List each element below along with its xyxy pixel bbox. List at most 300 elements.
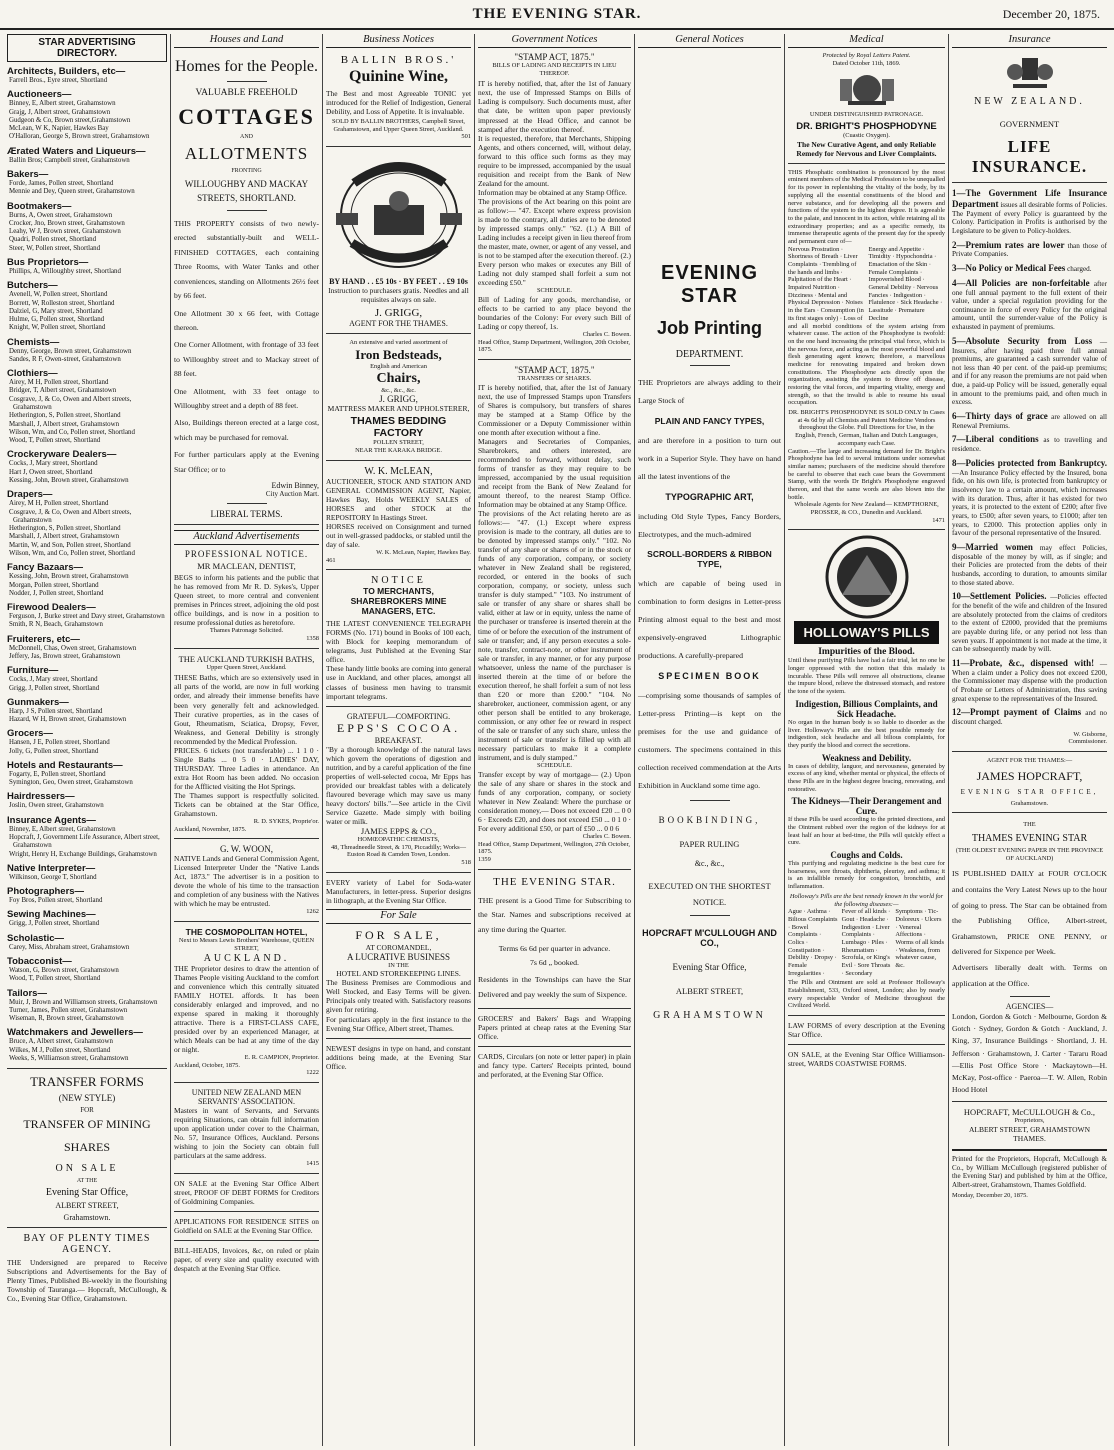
houses-h6: WILLOUGHBY AND MACKAY STREETS, SHORTLAND.	[184, 179, 309, 203]
forsale-apply: For particulars apply in the first instance to the Evening Star Office, Albert street, Thames.	[326, 1014, 471, 1033]
stamp-dept-date: Head Office, Stamp Department, Wellington, 20th October, 1875.	[478, 338, 630, 354]
rule	[690, 365, 730, 366]
directory-entry: Wright, Henry H, Exchange Buildings, Grahamstown	[9, 850, 157, 858]
directory-category: Auctioneers—	[7, 89, 72, 101]
transfer-office: Evening Star Office,	[45, 1187, 129, 1199]
directory-entry: Grigg, J, Pollen street, Shortland	[9, 920, 100, 928]
phosphodyne-title: DR. BRIGHT'S PHOSPHODYNE	[796, 121, 937, 133]
cards-circulars-notice: CARDS, Circulars (on note or letter paper) in plain and fancy type. Carters' Receipts printed, bound and perforated, at the Evening Star Office.	[478, 1051, 631, 1079]
directory-entry: Borrett, W, Rolleston street, Shortland	[9, 299, 115, 307]
divider	[326, 569, 471, 570]
insurance-item-heading: 3—No Policy or Medical Fees	[952, 262, 1066, 273]
insurance-item-text: are allowed on all Renewal Premiums.	[952, 413, 1107, 430]
directory-category: Gunmakers—	[7, 696, 69, 708]
directory-category: Bakers—	[7, 168, 49, 180]
divider	[326, 706, 471, 707]
directory-category: Tailors—	[7, 987, 47, 999]
phosphodyne-tagline: The New Curative Agent, and only Reliable Remedy for Nervous and Liver Complaints.	[796, 139, 937, 158]
directory-entry: Avenell, W, Pollen street, Shortland	[9, 291, 108, 299]
ad-number: 1262	[306, 908, 319, 916]
directory-category: Firewood Dealers—	[7, 602, 96, 614]
divider	[952, 751, 1107, 752]
law-forms-notice: LAW FORMS of every description at the Evening Star Office.	[788, 1021, 945, 1040]
stamp-p1: IT is hereby notified, that, after the 1st of January next, the use of Impressed Stamps on Bills of Lading is compulsory. Such documents must, after that date, be written upon paper previously impressed at the Head Office, and cannot be stamped after the execution thereof.	[478, 79, 631, 134]
bedsteads-intro: An extensive and varied assortment of	[349, 339, 448, 347]
job-p2: and are therefore in a position to turn out work in a Superior Style. They have on hand all the latest inventions of the	[638, 435, 781, 481]
ad-number: 1471	[932, 516, 945, 524]
insurance-item-heading: 7—Liberal conditions	[952, 434, 1039, 445]
chairs-etc: &c., &c., &c.	[381, 386, 416, 394]
rule	[1010, 996, 1050, 997]
directory-category: Fancy Bazaars—	[7, 562, 84, 574]
business-heading: Business Notices	[326, 34, 471, 48]
chairs-title: Chairs,	[376, 370, 421, 386]
divider	[952, 812, 1107, 813]
directory-entry: Ballin Bros; Campbell street, Grahamstown	[9, 156, 130, 164]
insurance-item	[952, 336, 1107, 407]
sewing-machine-emblem-icon	[334, 153, 464, 271]
directory-category: Butchers—	[7, 280, 58, 292]
nz-title: NEW ZEALAND.	[974, 96, 1085, 107]
divider	[478, 1046, 631, 1047]
bills-of-lading-title: BILLS OF LADING AND RECEIPTS IN LIEU THEREOF.	[492, 62, 617, 77]
directory-entry: Bridger, T, Albert street, Grahamstown	[9, 387, 117, 395]
job-printing-brand: EVENING STAR	[660, 262, 759, 307]
grocers-bags-notice: GROCERS' and Bakers' Bags and Wrapping Papers printed at cheap rates at the Evening Star Office.	[478, 1013, 631, 1041]
insurance-item-heading: 12—Prompt payment of Claims	[952, 707, 1082, 718]
bedsteads-sub: English and American	[370, 362, 427, 370]
imprint: Printed for the Proprietors, Hopcraft, McCullough & Co., by William McCullough (registered publisher of the Evening Star) and published by him at the Office, Albert-street, Grahamstown, Thames Goldfield.	[952, 1149, 1107, 1190]
job-p1: THE Proprietors are always adding to their Large Stock of	[638, 378, 781, 405]
divider	[326, 333, 471, 334]
pills-p5: This purifying and regulating medicine is the best cure for hoarseness, sore throats, diphtheria, pleurisy, and asthma; it is an infallible remedy for congestion, bronchitis, and inflammation.	[788, 860, 945, 891]
grigg-trade: MATTRESS MAKER AND UPHOLSTERER,	[327, 404, 470, 414]
schedule-title: SCHEDULE.	[537, 287, 572, 295]
insurance-item-heading: 9—Married women	[952, 541, 1033, 552]
cocoa-tagline: GRATEFUL—COMFORTING.	[346, 711, 451, 721]
schedule-body-2: Transfer except by way of mortgage— (2.) Upon the sale of any share or shares in the stock and funds of any corporation, company, or society whatever in New Zealand: Where the purchase or consideration money,— Does not exceed £20 ... 0 0 6 · Exceeds £20, and does not exceed £50 ... 0 1 0 · For every additional £50, or part of £50 ... 0 0 6	[478, 769, 631, 833]
directory-entry: Mennie and Dey, Queen street, Grahamstown	[9, 188, 135, 196]
servants-title: UNITED NEW ZEALAND MEN SERVANTS' ASSOCIATION.	[191, 1087, 302, 1106]
subscription-terms: Terms 6s 6d per quarter in advance.	[498, 944, 611, 954]
auckland-heading: Auckland Advertisements	[174, 530, 319, 545]
job-printing-title: Job Printing	[657, 318, 762, 338]
directory-entry: Hulme, G, Pollen street, Shortland	[9, 316, 105, 324]
directory-entry: Binney, E, Albert street, Grahamstown	[9, 100, 116, 108]
job-typographic-art: TYPOGRAPHIC ART,	[665, 491, 754, 502]
pills-p4: If these Pills be used according to the printed directions, and the Ointment rubbed over the region of the kidneys for at least half an hour at bed-time, the Pills will quickly effect a cure.	[788, 816, 945, 847]
directory-entry: Wilson, Wm, and Co, Pollen street, Shortland	[9, 549, 135, 557]
forsale-body: The Business Premises are Commodious and Well Stocked, and Easy Terms will be given. Principals only treated with. Satisfactory reasons given for retiring.	[326, 978, 471, 1015]
column-insurance	[948, 34, 1110, 1446]
directory-entry: Crocker, Jno, Brown street, Grahamstown	[9, 219, 125, 227]
directory-heading: STAR ADVERTISING DIRECTORY.	[7, 34, 167, 62]
insurance-item-heading: 5—Absolute Security from Loss	[952, 335, 1093, 346]
telegraph-forms: THE LATEST CONVENIENCE TELEGRAPH FORMS (No. 171) bound in Books of 100 each, with Block for keeping memorandum of telegrams, Just Published at the Evening Star office.	[326, 619, 471, 665]
insurance-item-text: —Insurers, after having paid three full annual premiums, are guaranteed a cash surrender value of not less than 40 per cent. of the paid-up premiums; and if for any reason the premiums are not paid when due, a paid-up Policy will be issued, generally equal in amount to the premiums paid, and often much in excess.	[952, 337, 1107, 407]
directory-entry: Wood, T, Pollen street, Shortland	[9, 975, 101, 983]
baths-support: The Thames support is respectfully solicited. Tickets can be obtained at the Star Office, Grahamstown.	[174, 790, 319, 818]
insurance-item	[952, 278, 1107, 332]
directory-entry: Morgan, Pollen street, Shortland	[9, 581, 99, 589]
directory-category: Crockeryware Dealers—	[7, 449, 117, 461]
ad-number: 461	[326, 556, 336, 564]
bookbinding: BOOKBINDING,	[658, 814, 761, 825]
directory-entry: McDonnell, Chas, Owen street, Grahamstown	[9, 644, 137, 652]
directory-entry: Quadri, Pollen street, Shortland	[9, 236, 97, 244]
cocoa-body: "By a thorough knowledge of the natural laws which govern the operations of digestion and nutrition, and by a careful application of the fine properties of well-selected cocoa, Mr Epps has provided our breakfast tables with a delicately flavoured beverage which may save us many heavy doctors' bills."—See article in the Civil Service Gazette. Made simply with boiling water or milk.	[326, 744, 471, 826]
stamp-p2: It is requested, therefore, that Merchants, Shipping Agents, and others concerned, will, without delay, forward to this office such forms as they may require to be impressed, accompanied by the usual requisition and receipt from the Bank of New Zealand for the amount.	[478, 133, 631, 188]
directory-category: Grocers—	[7, 728, 53, 740]
insurance-item-heading: 2—Premium rates are lower	[952, 239, 1065, 250]
quinine-title: Quinine Wine,	[349, 68, 448, 85]
insurance-item-heading: 8—Policies protected from Bankruptcy.	[952, 457, 1107, 468]
houses-agent: Edwin Binney,	[271, 481, 319, 491]
pills-h5: Coughs and Colds.	[830, 850, 903, 861]
divider	[788, 1044, 945, 1045]
ad-number: 1222	[306, 1069, 319, 1077]
notice-title: NOTICE	[371, 575, 426, 587]
directory-entry: Cocks, J, Mary street, Shortland	[9, 460, 98, 468]
patent-date: Dated October 11th, 1869.	[832, 59, 901, 67]
ad-number: 1415	[306, 1160, 319, 1168]
divider	[326, 460, 471, 461]
agencies-list: London, Gordon & Gotch · Melbourne, Gordon & Gotch · Sydney, Gordon & Gotch · Auckland, J. King, 37, Insurance Buildings · Shortland, J. H. Jefferson · Grahamstown, J. Carter · Tararu Road—Ellis Post Office Store · Mackaytown—H. McKay, Post-office · Paeroa—T. W. Allen, Robin Hood Hotel	[952, 1012, 1107, 1095]
directory-entry: Burns, A, Owen street, Grahamstown	[9, 211, 113, 219]
directory-entry: Martin, W, and Son, Pollen street, Shortland	[9, 541, 131, 549]
proof-of-debt-notice: ON SALE at the Evening Star Office Albert street, PROOF OF DEBT FORMS for Creditors of Goldmining Companies.	[174, 1178, 319, 1206]
directory-category: Photographers—	[7, 886, 85, 898]
phosphodyne-sub: (Cuastic Oxygen).	[843, 132, 890, 140]
transfer-shares: SHARES	[63, 1140, 110, 1155]
pills-remedy-intro: Holloway's Pills are the best remedy known in the world for the following diseases:—	[789, 892, 944, 908]
job-street: ALBERT STREET,	[675, 985, 744, 996]
publisher-thames: THAMES.	[1013, 1133, 1046, 1143]
insurance-item	[952, 188, 1107, 236]
divider	[788, 1015, 945, 1016]
ad-number: 1358	[306, 635, 319, 643]
insurance-item	[952, 434, 1107, 453]
houses-terms: LIBERAL TERMS.	[210, 509, 283, 520]
newest-designs-notice: NEWEST designs in type on hand, and constant additions being made, at the Evening Star Office.	[326, 1043, 471, 1071]
phosphodyne-p2: and all morbid conditions of the system arising from whatever cause. The action of the Phosphodyne is twofold: on the one hand increasing the principal vital force, which is the nervous force, and acting as the most powerful blood and flesh generating agent known; therefore, a marvellous medicine for renovating impaired and broken down constitutions. The Phosphodyne acts directly upon the organization, assisting the system to throw off disease, restoring the vital forces, and imparting vitality, energy and strength, so that the invalid is able to resume his usual occupation.	[788, 322, 945, 407]
directory-entry: Binney, E, Albert street, Grahamstown	[9, 825, 116, 833]
directory-entry: Wilkes, M J, Pollen street, Shortland	[9, 1046, 111, 1054]
paper-oldest: (THE OLDEST EVENING PAPER IN THE PROVINCE OF AUCKLAND)	[955, 847, 1104, 862]
houses-p6: For further particulars apply at the Evening Star Office; or to	[174, 450, 319, 474]
stamp-p4: The provisions of the Act bearing on this point are as follow:— "47. Except where express provision is made to the contrary, all duties are to be denoted by impressed stamps only." "62. (1.) A Bill of Lading includes a receipt given in lieu thereof from the master, mate, owner, or agent of any vessel, and is not to be stamped after the execution thereof. (2.) Every person who makes or executes any Bill of Lading not duly stamped shall forfeit a sum not exceeding £50."	[478, 196, 631, 288]
epps-trade: HOMŒOPATHIC CHEMISTS,	[357, 835, 440, 843]
directory-category: Fruiterers, etc—	[7, 633, 80, 645]
insurance-item-text: —Policies effected for the benefit of the wife and children of the Insured are absolutely protected from the claims of creditors to the extent of £2000, provided that the premiums are payable during life, or any period not less than seven years. If appointment is not made at the time, it can be subsequently made by will.	[952, 593, 1107, 654]
coat-of-arms-icon	[1005, 52, 1055, 92]
divider	[7, 1227, 167, 1228]
insurance-items	[952, 188, 1107, 727]
insurance-item-text: after one full annual payment to the full extent of their value, under a special regulation providing for the continuance in force of every Policy for the original amount, until the surrender-value of the Policy is exhausted in payment of premiums.	[952, 279, 1108, 332]
insurance-item-text: issues all desirable forms of Policies. The Payment of every Policy is guaranteed by the Colony. Participation in Profits is authorised by the Legislature to be given to Policy-holders.	[952, 200, 1107, 235]
job-p5: —comprising some thousands of samples of Letter-press Printing—is kept on the premises for the use and guidance of customers. The specimens contained in this collection received commendation at the Arts Exhibition in Auckland some time ago.	[638, 691, 781, 790]
directory-entry: Denny, George, Brown street, Grahamstown	[9, 347, 132, 355]
phosphodyne-caution: Caution.—The large and increasing demand for Dr. Bright's Phosphodyne has led to several imitations under somewhat similar names; purchasers of the medicine should therefore be careful to observe that each case bears the Government Stamp, with the words Dr Bright's Phosphodyne engraved thereon, and that the same words are also blown into the bottle.	[788, 447, 945, 501]
imprint-date: Monday, December 20, 1875.	[952, 1191, 1028, 1199]
divider	[174, 921, 319, 922]
pills-p1: Until these purifying Pills have had a fair trial, let no one be longer oppressed with the notion that this malady is incurable. These Pills will remove all obstructions, cleanse the impure blood, relieve the distressed stomach, and restore the tone of the system.	[788, 657, 945, 696]
grigg-agent: AGENT FOR THE THAMES.	[349, 319, 448, 329]
directory-entry: Phillips, A, Willoughby street, Shortland	[9, 267, 121, 275]
baths-title: THE AUCKLAND TURKISH BATHS,	[178, 653, 315, 664]
transfer-at: AT THE	[76, 1178, 98, 1185]
stamp-act-title-2: "STAMP ACT, 1875."	[514, 364, 595, 375]
directory-entry: Airey, M H, Pollen street, Shortland	[9, 500, 109, 508]
government-title: GOVERNMENT	[999, 119, 1060, 129]
directory-entry: Muir, J, Brown and Williamson streets, Grahamstown	[9, 998, 158, 1006]
divider	[478, 359, 631, 360]
divider	[788, 529, 945, 530]
houses-p3: One Corner Allotment, with frontage of 33 feet to Willoughby street and to Mackay street of 88 feet.	[174, 340, 319, 379]
insurance-item	[952, 411, 1107, 430]
directory-entry: Wiseman, R, Brown street, Grahamstown	[9, 1015, 124, 1023]
divider	[478, 1008, 631, 1009]
column-general	[634, 34, 784, 1446]
directory-entry: Leahy, W J, Brown street, Grahamstown	[9, 228, 121, 236]
directory-entry: Wood, T, Pollen street, Shortland	[9, 437, 101, 445]
directory-category: Watchmakers and Jewellers—	[7, 1027, 143, 1039]
agent-office: EVENING STAR OFFICE,	[960, 787, 1099, 796]
job-office: Evening Star Office,	[672, 961, 747, 972]
directory-list	[7, 66, 167, 1063]
job-p4: which are capable of being used in combination to form designs in Letter-press Printing almost equal to the best and most expensively-engraved Lithographic productions. A carefully-prepared	[638, 579, 781, 661]
directory-entry: Harp, J S, Pollen street, Shortland	[9, 707, 103, 715]
bedding-factory: THAMES BEDDING FACTORY	[350, 415, 447, 440]
pills-p3: In cases of debility, languor, and nervousness, generated by excess of any kind, whether mental or physical, the effects of these Pills are in the highest degree bracing, renovating, and restorative.	[788, 762, 945, 793]
divider	[174, 838, 319, 839]
agencies-title: AGENCIES—	[1005, 1002, 1054, 1012]
agent-town: Grahamstown.	[1010, 799, 1049, 807]
phosphodyne-agents: Wholesale Agents for New Zealand— KEMPTHORNE, PROSSER, & CO., Dunedin and Auckland.	[794, 501, 939, 516]
directory-entry: Grajg, J, Albert street, Grahamstown	[9, 108, 111, 116]
bop-body: THE Undersigned are prepared to Receive Subscriptions and Advertisements for the Bay of Plenty Times, Published Bi-weekly in the flourishing Township of Tauranga.— Hopcraft, McCullough, & Co., Evening Star Office, Grahamstown.	[7, 1258, 167, 1304]
sewing-instructions: Instruction to purchasers gratis. Needles and all requisites always on sale.	[328, 286, 469, 305]
ad-number: 1359	[478, 855, 491, 863]
quinine-brand: BALLIN BROS.'	[340, 54, 457, 66]
directory-entry: Dalziel, G, Mary street, Shortland	[9, 307, 103, 315]
bowen-signature: Charles C. Bowen.	[582, 330, 631, 338]
directory-entry: Foy Bros, Pollen street, Shortland	[9, 897, 103, 905]
publication-date: December 20, 1875.	[1002, 7, 1100, 21]
directory-entry: Smith, R N, Beach, Grahamstown	[9, 621, 103, 629]
divider	[326, 1038, 471, 1039]
directory-category: Furniture—	[7, 665, 59, 677]
spacer	[638, 52, 781, 262]
notice-merchants: TO MERCHANTS, SHAREBROKERS MINE MANAGERS, ETC.	[350, 586, 447, 617]
subscription-booked: 7s 6d „ booked.	[530, 957, 579, 967]
column-government	[474, 34, 634, 1446]
patent-notice: Protected by Royal Letters Patent.	[822, 52, 911, 59]
directory-entry: Hansen, J E, Pollen street, Shortland	[9, 739, 110, 747]
ad-number: 518	[461, 858, 471, 866]
gisborne-signature: W. Gisborne,	[1073, 730, 1107, 738]
dentist-body: BEGS to inform his patients and the public that he has removed from Mr R. D. Sykes's, Upper Queen street, to more central and convenient premises in Princes street, adjoining the old post office buildings, and is now in a position to resume professional duties as heretofore.	[174, 573, 319, 628]
column-directory	[4, 34, 170, 1446]
insurance-item	[952, 707, 1107, 726]
ad-number: 501	[461, 133, 471, 141]
paper-the: THE	[1023, 821, 1036, 829]
mclean-signature: W. K. McLean, Napier, Hawkes Bay.	[376, 548, 471, 556]
government-heading: Government Notices	[478, 34, 631, 48]
baths-date: Auckland, November, 1875.	[174, 825, 247, 833]
directory-entry: Cosgrave, J, & Co, Owen and Albert streets, Grahamstown	[9, 508, 132, 524]
rule	[690, 915, 730, 916]
directory-category: Drapers—	[7, 489, 53, 501]
phosphodyne-p1: THIS Phosphatic combination is pronounced by the most eminent members of the Medical Profession to be unequalled for its power in replenishing the vitality of the body, by its supplying all the essential constituents of the blood and nerve substance, and for developing all the powers and functions of the system to the highest degree. It is agreeable to the palate, and innocent in its action, while retaining all its extraordinary properties; and as a specific remedy, its immense therapeutic agents of the present day for the speedy and permanent cure of—	[788, 168, 945, 245]
dentist-note: Thames Patronage Solicited.	[209, 627, 284, 635]
directory-entry: Ferguson, J, Burke street and Davy street, Grahamstown	[9, 613, 165, 621]
directory-category: Native Interpreter—	[7, 862, 96, 874]
cocoa-sub: BREAKFAST.	[374, 735, 423, 745]
job-etc: &c., &c.,	[694, 858, 725, 868]
baths-prices: PRICES. 6 tickets (not transferable) ... 1 1 0 · Single Baths ... 0 5 0 · LADIES' DAY, THURSDAY. Three Ladies in attendance. An extra Hot Room has been added. No occasion for the Afflicted visiting the Hot Springs.	[174, 745, 319, 791]
schedule-body: Bill of Lading for any goods, merchandise, or effects to be carried to any place beyond the boundaries of the Colony: For every such Bill of Lading or copy thereof, 1s.	[478, 294, 631, 331]
job-printing-dept: DEPARTMENT.	[675, 349, 744, 360]
transfer-onsale: ON SALE	[55, 1163, 119, 1175]
directory-entry: Cocks, J, Mary street, Shortland	[9, 676, 98, 684]
agent-for: AGENT FOR THE THAMES:—	[986, 757, 1073, 764]
agent-name: JAMES HOPCRAFT,	[976, 768, 1083, 783]
forsale-lines: HOTEL AND STOREKEEPING LINES.	[336, 969, 461, 979]
paper-title: THE EVENING STAR.	[472, 6, 642, 22]
insurance-item-text: —An Insurance Policy effected by the Insured, bona fide, on his own life, is protected from bankruptcy or insolvency law to a certain amount, which increases with its duration. Thus, after it has existed for two years, it is protected to the extent of £200; after five years, to £500; after seven years, to £1000; after ten years, to £2000. This protection applies only in favour of the personal representative of the Insured.	[952, 468, 1107, 538]
transfers-title: TRANSFERS OF SHARES.	[517, 374, 592, 382]
patronage: UNDER DISTINGUISHED PATRONAGE.	[809, 111, 924, 119]
directory-entry: Watson, G, Brown street, Grahamstown	[9, 967, 119, 974]
insurance-item	[952, 591, 1107, 654]
baths-signature: R. D. SYKES, Proprie'or.	[253, 817, 319, 825]
houses-h5: FRONTING	[231, 168, 262, 174]
houses-h2: COTTAGES	[178, 104, 315, 129]
pills-h3: Weakness and Debility.	[821, 752, 912, 763]
insurance-item	[952, 658, 1107, 703]
directory-category: Hairdressers—	[7, 791, 75, 803]
pills-h1: Impurities of the Blood.	[818, 647, 915, 658]
houses-heading: Houses and Land	[174, 34, 319, 48]
divider	[788, 163, 945, 164]
telegraph-note: These handy little books are coming into general use in Auckland, and other places, amongst all classes of business men having to transmit important telegrams.	[326, 664, 471, 701]
divider	[952, 182, 1107, 183]
woon-body: NATIVE Lands and General Commission Agent, Licensed Interpreter Under the "Native Lands Act, 1873." The advertiser is in a position to devote the whole of his time to the transaction and completion of any business with the Natives with which he may be entrusted.	[174, 854, 319, 909]
insurance-item-heading: 4—All Policies are non-forfeitable	[952, 277, 1090, 288]
thames-evening-star: THAMES EVENING STAR	[971, 833, 1088, 845]
directory-entry: Marshall, J, Albert street, Grahamstown	[9, 533, 120, 541]
sewing-prices: BY HAND . . £5 10s · BY FEET . . £9 10s	[329, 277, 468, 287]
directory-entry: Joslin, Owen street, Grahamstown	[9, 802, 104, 810]
directory-entry: Turner, James, Pollen street, Grahamstown	[9, 1006, 128, 1014]
pills-h2: Indigestion, Billious Complaints, and Sick Headache.	[795, 698, 938, 719]
coastwise-forms-notice: ON SALE, at the Evening Star Office Williamson-street, WARDS COASTWISE FORMS.	[788, 1050, 945, 1069]
houses-agent2: City Auction Mart.	[265, 490, 319, 499]
directory-entry: Airey, M H, Pollen street, Shortland	[9, 379, 109, 387]
schedule-title-2: SCHEDULE.	[537, 761, 572, 769]
insurance-item	[952, 458, 1107, 538]
forsale-title: FOR SALE,	[355, 927, 442, 942]
baths-body: THESE Baths, which are so extensively used in all parts of the world, are now in full working order, and already their immense benefits have been very generally felt and acknowledged. Their curative properties, as in the cases of Gout, Rheumatism, Sciatica, Dropsy, Fever, Weakness, and General Debility is strongly recommended by the Medical Profession.	[174, 673, 319, 746]
job-scroll-borders: SCROLL-BORDERS & RIBBON TYPE,	[647, 549, 772, 570]
residence-sites-notice: APPLICATIONS FOR RESIDENCE SITES on Goldfield on SALE at the Evening Star Office.	[174, 1216, 319, 1235]
woon-title: G. W. WOON,	[219, 844, 274, 855]
job-proprietors: HOPCRAFT M'CULLOUGH AND CO.,	[642, 927, 777, 948]
paper-published: IS PUBLISHED DAILY at FOUR O'CLOCK and contains the Very Latest News up to the hour of going to press. The Star can be obtained from the Publishing Office, Albert-street, Grahamstown, PRICE ONE PENNY, or delivered for Sixpence per Week.	[952, 869, 1107, 957]
divider	[174, 1173, 319, 1174]
holloways-pills-banner: HOLLOWAY'S PILLS	[794, 621, 939, 644]
insurance-item-heading: 11—Probate, &c., dispensed with!	[952, 657, 1095, 668]
directory-entry: Kessing, John, Brown street, Grahamstown	[9, 477, 129, 484]
life-insurance-title: LIFE INSURANCE.	[971, 137, 1088, 176]
insurance-item-text: charged.	[1067, 264, 1092, 273]
insurance-item-heading: 1—The Government Life Insurance Department	[952, 188, 1107, 209]
dentist-name: MR MACLEAN, DENTIST,	[197, 561, 296, 572]
directory-entry: Jolly, G, Pollen street, Shortland	[9, 747, 99, 755]
evening-star-sub-title: THE EVENING STAR.	[493, 875, 616, 888]
houses-p2: One Allotment 30 x 66 feet, with Cottage thereon.	[174, 308, 319, 332]
directory-entry: Hart J, Owen street, Shortland	[9, 468, 93, 476]
hotel-title: THE COSMOPOLITAN HOTEL,	[185, 927, 308, 938]
divider	[174, 1082, 319, 1083]
directory-entry: Steer, W, Pollen street, Shortland	[9, 244, 101, 252]
directory-category: Chemists—	[7, 336, 60, 348]
publisher-name: HOPCRAFT, McCULLOUGH & Co.,	[963, 1107, 1096, 1118]
divider	[326, 146, 471, 147]
stamp-p3: Information may be obtained at any Stamp Office.	[478, 187, 627, 197]
forsale-in: IN THE	[388, 961, 409, 969]
hotel-city: AUCKLAND.	[203, 952, 290, 964]
directory-entry: Marshall, J, Albert street, Grahamstown	[9, 420, 120, 428]
insurance-item-heading: 6—Thirty days of grace	[952, 411, 1048, 422]
divider	[326, 872, 471, 873]
dentist-title: PROFESSIONAL NOTICE.	[184, 549, 309, 560]
directory-entry: Gudgeon & Co, Brown street,Grahamstown	[9, 116, 131, 124]
bedsteads-title: Iron Bedsteads,	[355, 346, 442, 362]
labels-notice: EVERY variety of Label for Soda-water Manufacturers, in letter-press. Superior designs in lithograph, at the Evening Star Office.	[326, 877, 471, 905]
directory-category: Architects, Builders, etc—	[7, 66, 126, 77]
directory-entry: Nodder, J, Pollen street, Shortland	[9, 589, 104, 597]
publisher-street: ALBERT STREET, GRAHAMSTOWN	[968, 1124, 1090, 1134]
directory-category: Bootmakers—	[7, 200, 72, 212]
directory-category: Insurance Agents—	[7, 814, 96, 826]
grigg-name: J. GRIGG,	[374, 307, 423, 320]
transfers-p1: IT is hereby notified, that, after the 1st of January next, the use of Impressed Stamps upon Transfers of Shares is compulsory, but transfers of shares may be stamped at a Stamp Office by the Commissioner or a Deputy Commissioner within one month after execution without a fine.	[478, 382, 631, 437]
directory-category: Scholastic—	[7, 932, 65, 944]
epps-name: JAMES EPPS & CO.,	[360, 825, 437, 836]
houses-h1: VALUABLE FREEHOLD	[195, 88, 298, 98]
pills-p2: No organ in the human body is so liable to disorder as the liver. Holloway's Pills are the best possible remedy for indigestion, sick headache and all bilious complaints, for they purify the blood and correct the secretions.	[788, 718, 945, 749]
insurance-heading: Insurance	[952, 34, 1107, 48]
insurance-item-text: may effect Policies, disposable of the money by will, as if single; and their Policies are protected from the debts of their husbands, according to duration, to amounts similar to those stated above.	[952, 543, 1108, 587]
divider	[478, 869, 631, 870]
stamp-dept-date-2: Head Office, Stamp Department, Wellington, 27th October, 1875.	[478, 840, 630, 856]
bill-heads-notice: BILL-HEADS, Invoices, &c, on ruled or plain paper, of every size and quality executed with despatch at the Evening Star Office.	[174, 1245, 319, 1274]
column-houses	[170, 34, 322, 1446]
cocoa-title: EPPS'S COCOA.	[336, 720, 461, 735]
transfers-p2: Managers and Secretaries of Companies, Sharebrokers, and others interested, are recommended to forward, without delay, such forms of transfer as they may require to be impressed, accompanied by the usual requisition and receipt from the Bank of New Zealand for amount thereof, to the nearest Stamp Office. Information may be obtained at any Stamp Office.	[478, 436, 631, 510]
divider	[174, 1240, 319, 1241]
insurance-item	[952, 263, 1107, 274]
houses-title: Homes for the People.	[174, 58, 319, 75]
pills-diseases-list: Ague · Asthma · Bilious Complaints · Bowel Complaints · Colics · Constipation · Debility · Dropsy · Female Irregularities · Fever of all kinds · Gout · Headache · Indigestion · Liver Complaints · Lumbago · Piles · Rheumatism · Scrofula, or King's Evil · Sore Throats · Secondary Symptoms · Tic-Doloreux · Ulcers · Venereal Affections · Worms of all kinds · Weakness, from whatever cause, &c.	[788, 908, 944, 977]
divider	[7, 1068, 167, 1069]
mclean-body: AUCTIONEER, STOCK AND STATION AND GENERAL COMMISSION AGENT, Napier, Hawkes Bay, Holds WEEKLY SALES of HORSES and other STOCK at the REPOSITORY In Hastings Street.	[326, 476, 471, 522]
directory-entry: Hazard, W H, Brown street, Grahamstown	[9, 716, 127, 724]
hotel-signature: E. R. CAMPION, Proprietor.	[244, 1053, 319, 1061]
quinine-sold-by: SOLD BY BALLIN BROTHERS, Campbell Street, Grahamstown, and Upper Queen Street, Auckland.	[331, 118, 466, 133]
